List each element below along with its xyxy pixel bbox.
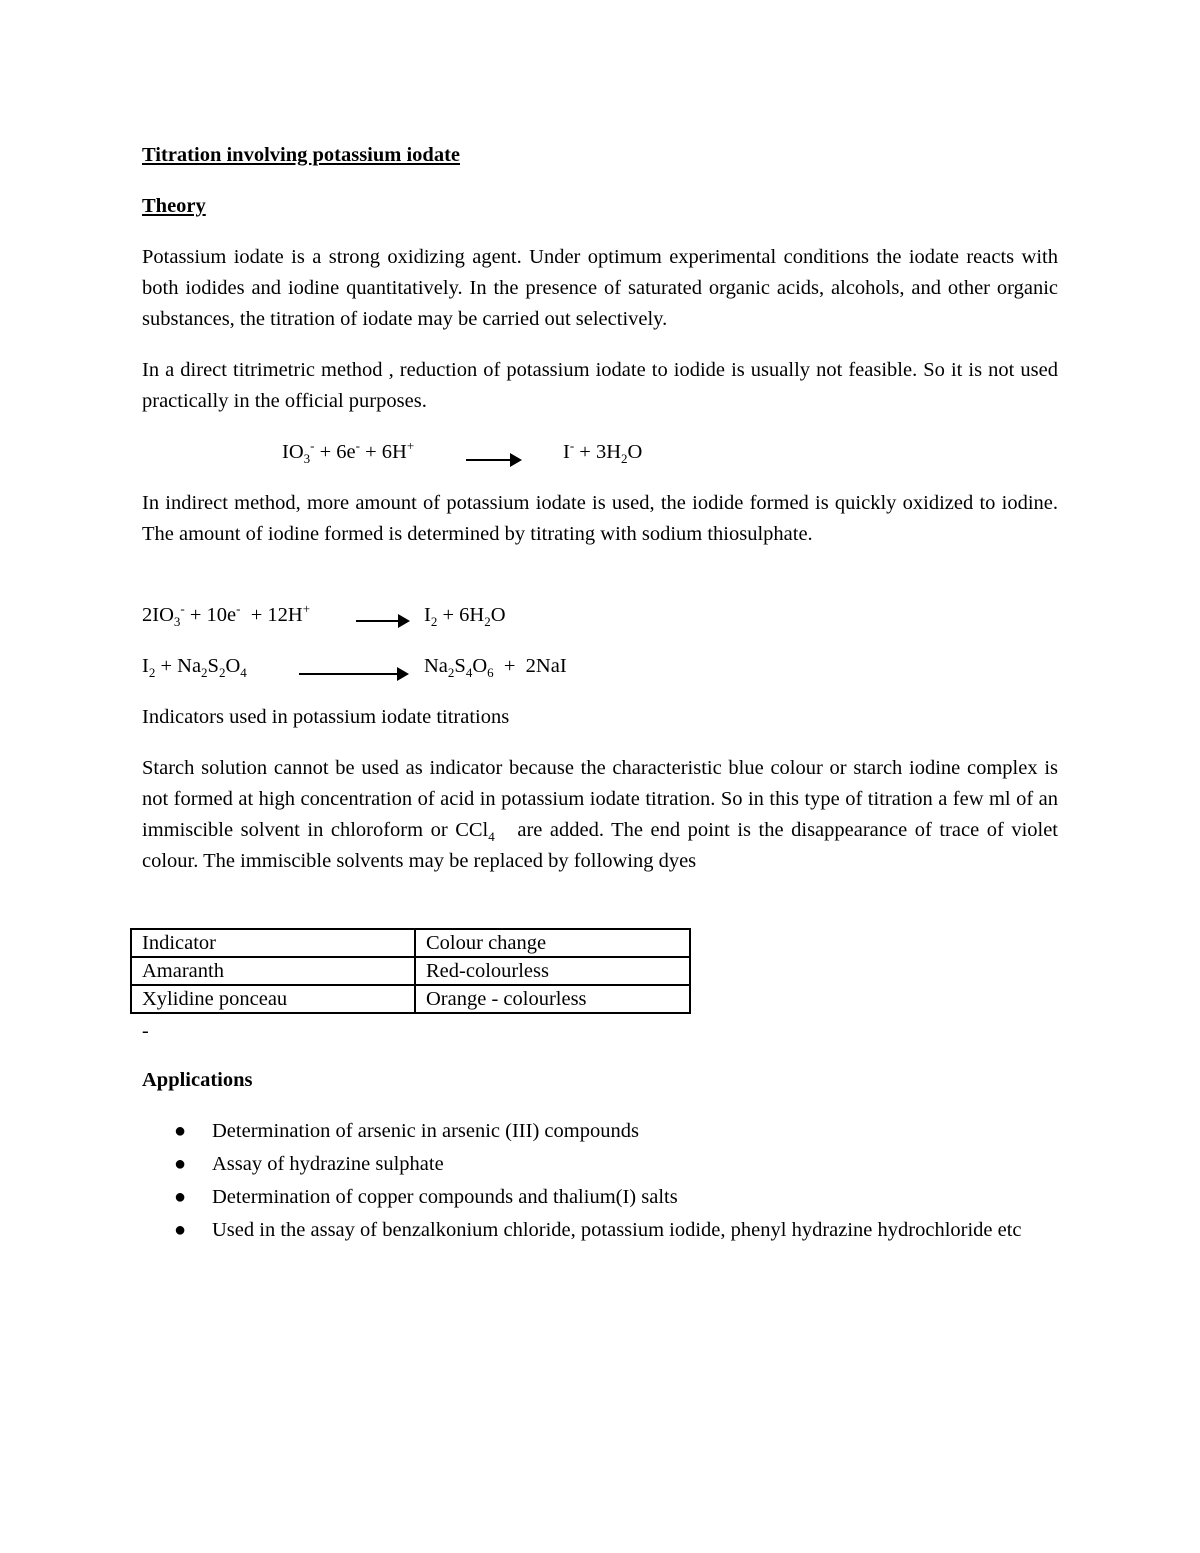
table-row (131, 985, 690, 1013)
table-cell: Orange - colourless (415, 985, 690, 1013)
list-item: ● Assay of hydrazine sulphate (142, 1149, 1058, 1180)
reaction-arrow (466, 459, 520, 461)
theory-paragraph-1: Potassium iodate is a strong oxidizing agent. Under optimum experimental conditions the iodate reacts with both iodides and iodine quantitatively. In the presence of saturated organic acids, alcohols, and other organic substances, the titration of iodate may be carried out selectively. (142, 246, 1058, 330)
page-title: Titration involving potassium iodate (142, 144, 460, 166)
equation-1-lhs: $IO_3^- + 6e^- + 6H^+$ (282, 438, 415, 467)
bullet-icon: ● (174, 1186, 187, 1208)
table-row (131, 957, 690, 985)
list-item: ● Used in the assay of benzalkonium chloride, potassium iodide, phenyl hydrazine hydrochloride etc (142, 1215, 1058, 1246)
theory-paragraph-3: In indirect method, more amount of potassium iodate is used, the iodide formed is quickly oxidized to iodine. The amount of iodine formed is determined by titrating with sodium thiosulphate. (142, 492, 1058, 545)
table-cell: Amaranth (131, 957, 415, 985)
applications-list (142, 1116, 1058, 1248)
indicator-table (130, 928, 691, 1014)
theory-paragraph-2: In a direct titrimetric method , reduction of potassium iodate to iodide is usually not feasible. So it is not used practically in the official purposes. (142, 359, 1058, 412)
indicators-paragraph: Starch solution cannot be used as indicator because the characteristic blue colour or starch iodine complex is not formed at high concentration of acid in potassium iodate titration. So in this type of titration a few ml of an immiscible solvent in chloroform or CCl$_4$ are added. The end point is the disappearance of trace of violet colour. The immiscible solvents may be replaced by following dyes (142, 757, 1064, 872)
equation-2-rhs: $I_2 + 6H_2O$ (424, 604, 506, 630)
table-cell: Xylidine ponceau (131, 985, 415, 1013)
reaction-arrow (356, 620, 408, 622)
list-item: ● Determination of copper compounds and thalium(I) salts (142, 1182, 1058, 1213)
bullet-icon: ● (174, 1153, 187, 1175)
equation-3-lhs: $I_2 + Na_2S_2O_4$ (142, 655, 247, 681)
applications-heading: Applications (142, 1069, 253, 1091)
reaction-arrow (299, 673, 407, 675)
list-item: ● Determination of arsenic in arsenic (III) compounds (142, 1116, 1058, 1147)
table-header-cell: Indicator (131, 929, 415, 957)
equation-3-rhs: $Na_2S_4O_6 + 2NaI$ (424, 655, 567, 681)
equation-2-lhs: $2IO_3^- + 10e^- + 12H^+$ (142, 601, 311, 630)
theory-heading: Theory (142, 195, 206, 217)
bullet-icon: ● (174, 1120, 187, 1142)
stray-mark: - (142, 1020, 149, 1042)
table-header-row (131, 929, 690, 957)
bullet-icon: ● (174, 1219, 187, 1241)
table-cell: Red-colourless (415, 957, 690, 985)
table-header-cell: Colour change (415, 929, 690, 957)
equation-1-rhs: $I^- + 3H_2O$ (563, 438, 643, 467)
indicators-heading: Indicators used in potassium iodate titrations (142, 706, 510, 728)
